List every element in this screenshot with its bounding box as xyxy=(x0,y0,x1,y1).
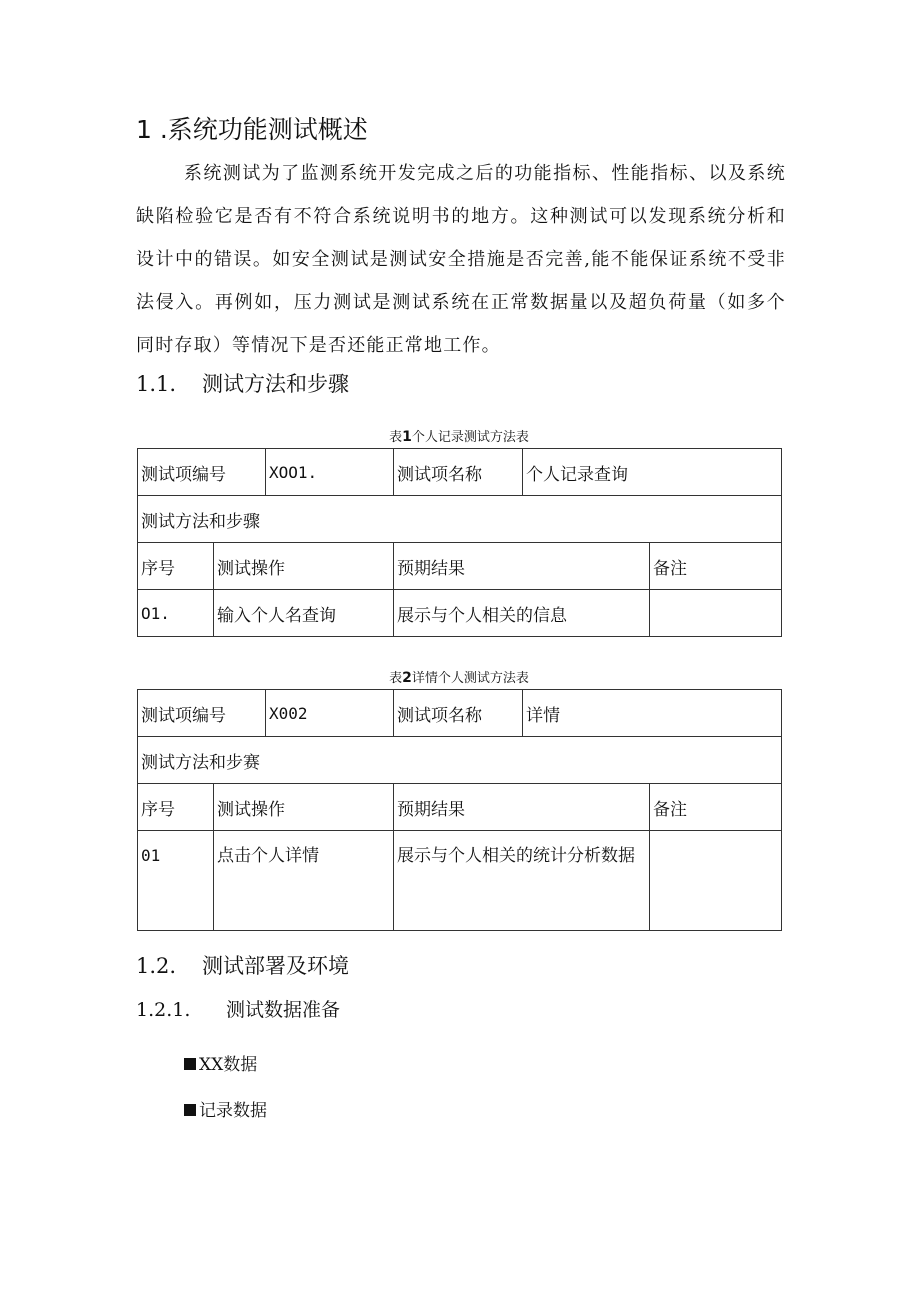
table-1-header-operation: 测试操作 xyxy=(214,543,394,590)
table-row xyxy=(138,496,782,543)
table-row xyxy=(138,737,782,784)
square-bullet-icon xyxy=(184,1104,196,1116)
table-2-row-note xyxy=(650,831,782,931)
list-item-text: XX数据 xyxy=(199,1055,258,1075)
table-1-row-expected: 展示与个人相关的信息 xyxy=(394,590,650,637)
table-1-caption-number: 1 xyxy=(402,429,412,445)
table-1-name-label: 测试项名称 xyxy=(394,449,523,496)
table-1-row-note xyxy=(650,590,782,637)
table-row xyxy=(138,449,782,496)
table-2-id-label: 测试项编号 xyxy=(138,690,266,737)
table-1-id-label: 测试项编号 xyxy=(138,449,266,496)
table-2-method-label: 测试方法和步赛 xyxy=(138,737,782,784)
square-bullet-icon xyxy=(184,1058,196,1070)
table-1-header-expected: 预期结果 xyxy=(394,543,650,590)
table-1-caption-prefix: 表 xyxy=(389,430,403,445)
section-1-1-number: 1.1. xyxy=(136,372,177,396)
table-2-header-operation: 测试操作 xyxy=(214,784,394,831)
section-1-2-heading xyxy=(136,950,349,980)
list-item-text: 记录数据 xyxy=(199,1101,267,1121)
table-1-row-operation: 输入个人名查询 xyxy=(214,590,394,637)
section-1-2-number: 1.2. xyxy=(136,954,177,978)
section-1-2-1-number: 1.2.1. xyxy=(136,999,191,1021)
table-1-caption xyxy=(137,426,781,445)
table-row xyxy=(138,784,782,831)
section-1-2-title: 测试部署及环境 xyxy=(202,954,349,978)
table-2-caption-number: 2 xyxy=(402,670,412,686)
table-row xyxy=(138,690,782,737)
table-2-name-label: 测试项名称 xyxy=(394,690,523,737)
section-1-heading: 1 .系统功能测试概述 xyxy=(136,115,368,144)
table-2-header-expected: 预期结果 xyxy=(394,784,650,831)
table-1-row-seq: O1. xyxy=(138,590,214,637)
table-2-header-note: 备注 xyxy=(650,784,782,831)
table-2-row-operation: 点击个人详情 xyxy=(214,831,394,931)
table-1-method-label: 测试方法和步骤 xyxy=(138,496,782,543)
table-2-id-value: X002 xyxy=(266,690,394,737)
table-1-name-value: 个人记录查询 xyxy=(523,449,782,496)
table-1-caption-text: 个人记录测试方法表 xyxy=(411,430,529,445)
table-2-name-value: 详情 xyxy=(523,690,782,737)
list-item xyxy=(184,1096,267,1121)
table-1-header-seq: 序号 xyxy=(138,543,214,590)
table-1-id-value: XOO1. xyxy=(266,449,394,496)
table-2-row-expected: 展示与个人相关的统计分析数据 xyxy=(394,831,650,931)
section-1-paragraph: 系统测试为了监测系统开发完成之后的功能指标、性能指标、以及系统缺陷检验它是否有不符合系统说明书的地方。这种测试可以发现系统分析和设计中的错误。如安全测试是测试安全措施是否完善,能不能保证系统不受非法侵入。再例如，压力测试是测试系统在正常数据量以及超负荷量（如多个同时存取）等情况下是否还能正常地工作。 xyxy=(136,163,786,356)
table-2-caption-text: 详情个人测试方法表 xyxy=(411,671,529,686)
list-item xyxy=(184,1050,257,1075)
table-2-caption-prefix: 表 xyxy=(389,671,403,686)
table-2-caption xyxy=(137,667,781,686)
table-2-row-seq: 01 xyxy=(138,831,214,931)
table-1 xyxy=(137,448,782,637)
section-1-2-1-heading xyxy=(136,995,340,1022)
table-2 xyxy=(137,689,782,931)
table-row xyxy=(138,543,782,590)
table-2-header-seq: 序号 xyxy=(138,784,214,831)
table-1-header-note: 备注 xyxy=(650,543,782,590)
section-1-2-1-title: 测试数据准备 xyxy=(226,999,341,1021)
table-row xyxy=(138,831,782,931)
section-1-1-title: 测试方法和步骤 xyxy=(202,372,349,396)
section-1-1-heading xyxy=(136,368,349,398)
table-row xyxy=(138,590,782,637)
